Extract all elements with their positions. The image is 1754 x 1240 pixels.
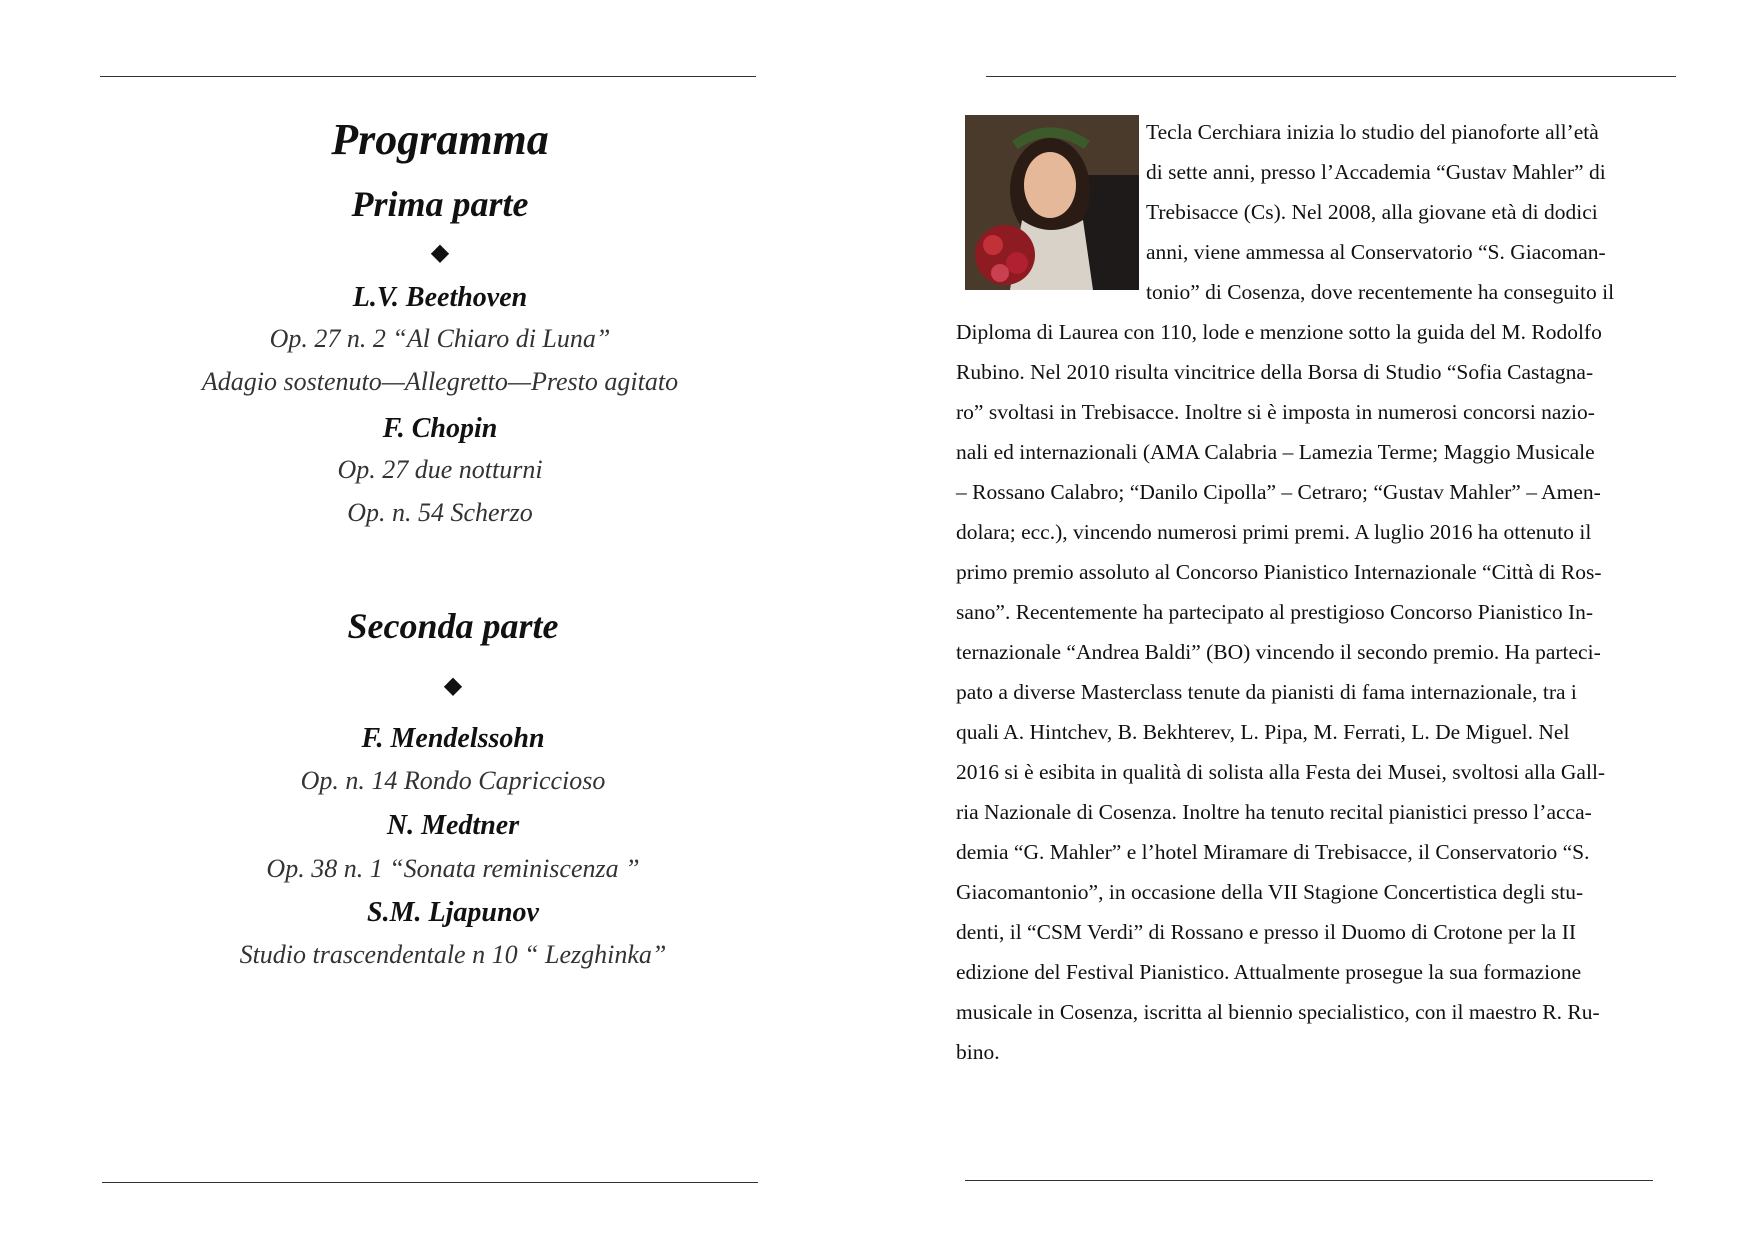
composer-beethoven: L.V. Beethoven bbox=[352, 282, 528, 313]
bio-line: Rubino. Nel 2010 risulta vincitrice della Borsa di Studio “Sofia Castagna- bbox=[956, 360, 1594, 384]
work-medtner: Op. 38 n. 1 “Sonata reminiscenza ” bbox=[266, 854, 640, 883]
composer-ljapunov: S.M. Ljapunov bbox=[367, 897, 539, 928]
composer-medtner: N. Medtner bbox=[386, 810, 520, 841]
part1-separator-icon: ◆ bbox=[430, 240, 450, 266]
part2-separator-icon: ◆ bbox=[443, 673, 463, 699]
bio-line: musicale in Cosenza, iscritta al biennio specialistico, con il maestro R. Ru- bbox=[956, 1000, 1600, 1024]
bio-text bbox=[956, 112, 1656, 1072]
composer-chopin: F. Chopin bbox=[382, 413, 498, 444]
bio-line: anni, viene ammessa al Conservatorio “S. Giacoman- bbox=[1146, 240, 1606, 264]
bio-line: denti, il “CSM Verdi” di Rossano e presso il Duomo di Crotone per la II bbox=[956, 920, 1577, 944]
part1-heading: Prima parte bbox=[351, 184, 529, 224]
bio-line: ria Nazionale di Cosenza. Inoltre ha tenuto recital pianistici presso l’acca- bbox=[956, 800, 1592, 824]
bio-line: dolara; ecc.), vincendo numerosi primi premi. A luglio 2016 ha ottenuto il bbox=[956, 520, 1592, 544]
bio-line: primo premio assoluto al Concorso Pianistico Internazionale “Città di Ros- bbox=[956, 560, 1602, 584]
work-ljapunov: Studio trascendentale n 10 “ Lezghinka” bbox=[239, 940, 667, 969]
bio-line: Diploma di Laurea con 110, lode e menzione sotto la guida del M. Rodolfo bbox=[956, 320, 1602, 344]
bio-line: 2016 si è esibita in qualità di solista alla Festa dei Musei, svoltosi alla Gall- bbox=[956, 760, 1606, 784]
bottom-left-rule bbox=[102, 1182, 758, 1183]
bio-line: Tecla Cerchiara inizia lo studio del pianoforte all’età bbox=[1146, 120, 1599, 144]
bio-line: bino. bbox=[956, 1040, 1000, 1064]
program-title: Programma bbox=[331, 115, 549, 164]
part2-heading: Seconda parte bbox=[347, 606, 559, 646]
bio-line: sano”. Recentemente ha partecipato al prestigioso Concorso Pianistico In- bbox=[956, 600, 1594, 624]
work-beethoven-2: Adagio sostenuto—Allegretto—Presto agitato bbox=[201, 367, 679, 396]
bio-line: ternazionale “Andrea Baldi” (BO) vincendo il secondo premio. Ha parteci- bbox=[956, 640, 1601, 664]
bio-line: demia “G. Mahler” e l’hotel Miramare di Trebisacce, il Conservatorio “S. bbox=[956, 840, 1590, 864]
bio-line: Trebisacce (Cs). Nel 2008, alla giovane età di dodici bbox=[1146, 200, 1598, 224]
bio-line: nali ed internazionali (AMA Calabria – Lamezia Terme; Maggio Musicale bbox=[956, 440, 1595, 464]
work-mendelssohn: Op. n. 14 Rondo Capriccioso bbox=[300, 766, 606, 795]
bio-line: quali A. Hintchev, B. Bekhterev, L. Pipa, M. Ferrati, L. De Miguel. Nel bbox=[956, 720, 1570, 744]
top-left-rule bbox=[100, 76, 756, 77]
bio-line: di sette anni, presso l’Accademia “Gustav Mahler” di bbox=[1146, 160, 1606, 184]
bio-line: Giacomantonio”, in occasione della VII Stagione Concertistica degli stu- bbox=[956, 880, 1584, 904]
top-right-rule bbox=[986, 76, 1676, 77]
work-beethoven-1: Op. 27 n. 2 “Al Chiaro di Luna” bbox=[269, 324, 611, 353]
work-chopin-1: Op. 27 due notturni bbox=[337, 455, 543, 484]
bio-line: edizione del Festival Pianistico. Attualmente prosegue la sua formazione bbox=[956, 960, 1582, 984]
composer-mendelssohn: F. Mendelssohn bbox=[361, 723, 545, 754]
bio-line: pato a diverse Masterclass tenute da pianisti di fama internazionale, tra i bbox=[956, 680, 1577, 704]
bio-line: tonio” di Cosenza, dove recentemente ha conseguito il bbox=[1146, 280, 1615, 304]
work-chopin-2: Op. n. 54 Scherzo bbox=[347, 498, 533, 527]
bio-line: ro” svoltasi in Trebisacce. Inoltre si è imposta in numerosi concorsi nazio- bbox=[956, 400, 1595, 424]
bio-line: – Rossano Calabro; “Danilo Cipolla” – Cetraro; “Gustav Mahler” – Amen- bbox=[956, 480, 1601, 504]
bottom-right-rule bbox=[965, 1180, 1653, 1181]
